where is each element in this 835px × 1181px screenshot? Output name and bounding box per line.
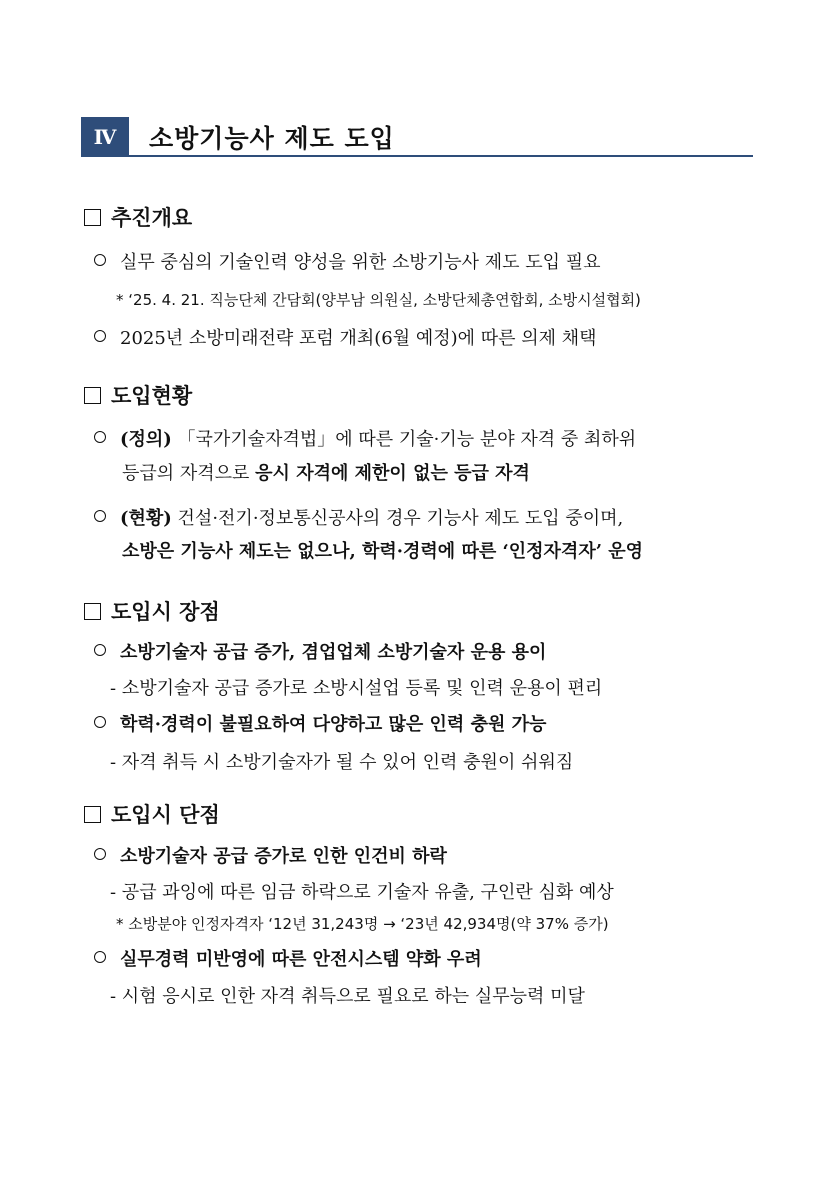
- item-text: 「국가기술자격법」에 따른 기술·기능 분야 자격 중 최하위: [177, 429, 637, 450]
- square-bullet-icon: [84, 209, 101, 226]
- section-title: 도입시 장점: [111, 600, 220, 624]
- list-item: [94, 251, 600, 275]
- sub-item: - 시험 응시로 인한 자격 취득으로 필요로 하는 실무능력 미달: [110, 986, 585, 1007]
- circle-bullet-icon: [94, 848, 106, 860]
- list-item: [94, 507, 623, 531]
- chapter-header: [81, 117, 753, 157]
- item-emphasis: 소방은 기능사 제도는 없으나, 학력·경력에 따른 ‘인정자격자’ 운영: [122, 541, 644, 562]
- section-title: 도입현황: [111, 384, 193, 408]
- square-bullet-icon: [84, 387, 101, 404]
- list-item: [94, 713, 546, 737]
- list-item-continuation: [122, 462, 530, 486]
- circle-bullet-icon: [94, 431, 106, 443]
- square-bullet-icon: [84, 806, 101, 823]
- circle-bullet-icon: [94, 330, 106, 342]
- chapter-title: 소방기능사 제도 도입: [149, 124, 395, 153]
- circle-bullet-icon: [94, 254, 106, 266]
- list-item-continuation: [122, 540, 643, 564]
- list-item: [94, 641, 546, 665]
- section-heading-advantages: [84, 596, 220, 626]
- circle-bullet-icon: [94, 644, 106, 656]
- section-heading-overview: [84, 202, 192, 232]
- item-tag: (정의): [120, 429, 172, 450]
- item-tag: (현황): [120, 508, 172, 529]
- square-bullet-icon: [84, 603, 101, 620]
- sub-item: - 소방기술자 공급 증가로 소방시설업 등록 및 인력 운용이 편리: [110, 678, 603, 699]
- item-text: 소방기술자 공급 증가로 인한 인건비 하락: [120, 846, 447, 867]
- item-text: 2025년 소방미래전략 포럼 개최(6월 예정)에 따른 의제 채택: [120, 328, 597, 349]
- list-item: [94, 845, 447, 869]
- section-heading-status: [84, 380, 192, 410]
- item-text: 건설·전기·정보통신공사의 경우 기능사 제도 도입 중이며,: [177, 508, 624, 529]
- header-underline: [129, 155, 753, 157]
- item-text: 학력·경력이 불필요하여 다양하고 많은 인력 충원 가능: [120, 714, 547, 735]
- circle-bullet-icon: [94, 951, 106, 963]
- sub-item: - 공급 과잉에 따른 임금 하락으로 기술자 유출, 구인란 심화 예상: [110, 882, 614, 903]
- list-item: [94, 327, 597, 351]
- list-item: [94, 948, 482, 972]
- sub-item: - 자격 취득 시 소방기술자가 될 수 있어 인력 충원이 쉬워짐: [110, 752, 574, 773]
- item-text: 실무경력 미반영에 따른 안전시스템 약화 우려: [120, 949, 482, 970]
- item-text: 실무 중심의 기술인력 양성을 위한 소방기능사 제도 도입 필요: [120, 252, 601, 273]
- footnote: * ‘25. 4. 21. 직능단체 간담회(양부남 의원실, 소방단체총연합회, 소방시설협회): [116, 291, 641, 309]
- section-title: 추진개요: [111, 206, 193, 230]
- circle-bullet-icon: [94, 716, 106, 728]
- item-emphasis: 응시 자격에 제한이 없는 등급 자격: [255, 463, 530, 484]
- list-item: [94, 428, 636, 452]
- section-heading-disadvantages: [84, 799, 220, 829]
- item-text: 등급의 자격으로: [122, 463, 256, 484]
- section-title: 도입시 단점: [111, 803, 220, 827]
- item-text: 소방기술자 공급 증가, 겸업업체 소방기술자 운용 용이: [120, 642, 547, 663]
- footnote: * 소방분야 인정자격자 ‘12년 31,243명 → ‘23년 42,934명(약 37% 증가): [116, 915, 609, 933]
- circle-bullet-icon: [94, 510, 106, 522]
- chapter-number-badge: Ⅳ: [81, 117, 129, 157]
